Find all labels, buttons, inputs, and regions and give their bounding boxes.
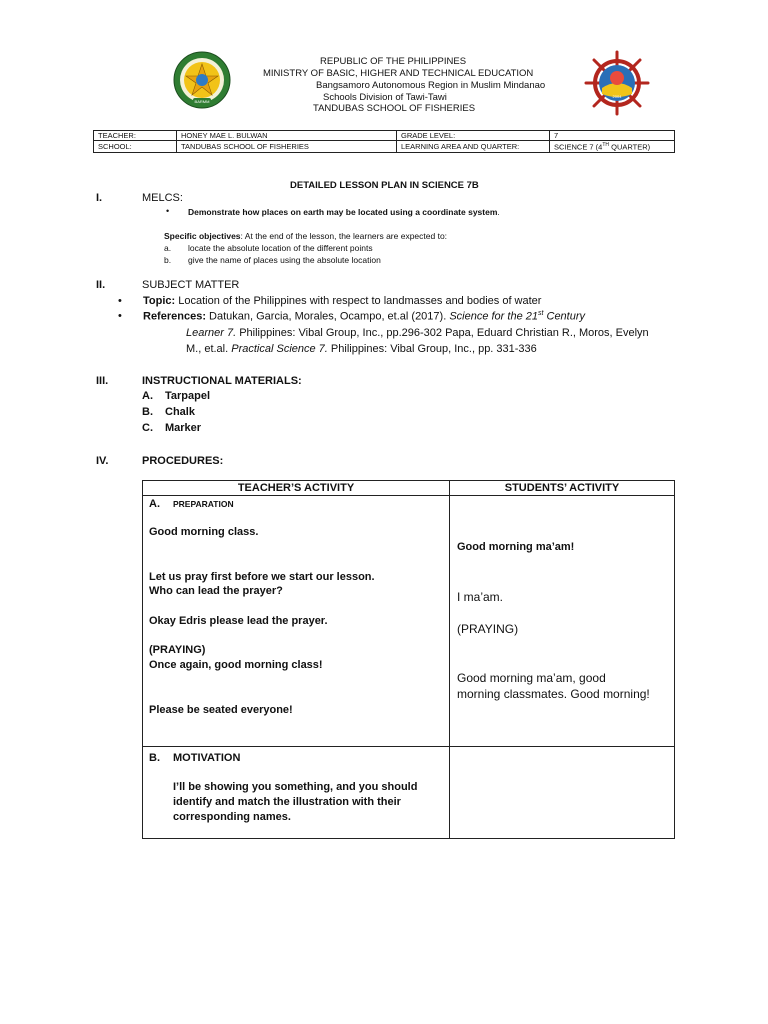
material-c-mark: C. bbox=[142, 422, 153, 434]
barmm-logo-text: BARMM bbox=[194, 99, 210, 104]
objective-b-mark: b. bbox=[164, 255, 172, 265]
teacher-value: HONEY MAE L. BULWAN bbox=[177, 131, 397, 141]
references-line-2: Learner 7. Philippines: Vibal Group, Inc., pp.296-302 Papa, Eduard Christian R., Moros, Evelyn bbox=[186, 327, 649, 339]
objective-a: locate the absolute location of the different points bbox=[188, 243, 373, 253]
objective-a-mark: a. bbox=[164, 243, 172, 253]
motivation-mark: B. bbox=[149, 752, 160, 764]
teacher-line-6: Once again, good morning class! bbox=[149, 659, 323, 671]
student-line-2: I ma’am. bbox=[457, 590, 504, 604]
grade-value: 7 bbox=[550, 131, 675, 141]
teacher-line-2: Let us pray first before we start our lesson. bbox=[149, 571, 375, 583]
topic-line: Topic: Location of the Philippines with respect to landmasses and bodies of water bbox=[143, 295, 542, 307]
references-line-3: M., et.al. Practical Science 7. Philippines: Vibal Group, Inc., pp. 331-336 bbox=[186, 343, 537, 355]
student-line-5: morning classmates. Good morning! bbox=[457, 687, 650, 701]
header-division: Schools Division of Tawi-Tawi bbox=[323, 92, 447, 103]
references-line-1: References: Datukan, Garcia, Morales, Ocampo, et.al (2017). Science for the 21st Century bbox=[143, 310, 586, 323]
preparation-label: PREPARATION bbox=[173, 499, 234, 509]
references-bullet-dot: • bbox=[118, 310, 122, 322]
header-region: Bangsamoro Autonomous Region in Muslim Mindanao bbox=[316, 80, 546, 91]
school-logo-text: 2004 bbox=[612, 94, 622, 99]
motivation-line-2: identify and match the illustration with their bbox=[173, 796, 401, 808]
header-ministry: MINISTRY OF BASIC, HIGHER AND TECHNICAL EDUCATION bbox=[263, 68, 534, 79]
specific-objectives: Specific objectives: At the end of the lesson, the learners are expected to: bbox=[164, 231, 448, 241]
material-a-mark: A. bbox=[142, 390, 153, 402]
teacher-info-table bbox=[93, 130, 675, 153]
material-b-mark: B. bbox=[142, 406, 153, 418]
preparation-teacher-cell bbox=[143, 496, 450, 747]
students-activity-header: STUDENTS’ ACTIVITY bbox=[450, 481, 675, 496]
teacher-line-3: Who can lead the prayer? bbox=[149, 585, 283, 597]
subject-heading: SUBJECT MATTER bbox=[142, 279, 240, 291]
teacher-line-7: Please be seated everyone! bbox=[149, 704, 293, 716]
procedures-heading: PROCEDURES: bbox=[142, 455, 224, 467]
teacher-line-5: (PRAYING) bbox=[149, 644, 206, 656]
teacher-activity-header: TEACHER’S ACTIVITY bbox=[143, 481, 450, 496]
barmm-seal-logo bbox=[173, 51, 231, 109]
motivation-line-1: I’ll be showing you something, and you should bbox=[173, 781, 418, 793]
header-school: TANDUBAS SCHOOL OF FISHERIES bbox=[313, 103, 476, 114]
material-a: Tarpapel bbox=[165, 390, 211, 402]
materials-heading: INSTRUCTIONAL MATERIALS: bbox=[142, 375, 302, 387]
motivation-label: MOTIVATION bbox=[173, 752, 241, 764]
student-line-3: (PRAYING) bbox=[457, 622, 519, 636]
student-line-4: Good morning ma’am, good bbox=[457, 671, 606, 685]
teacher-label: TEACHER: bbox=[94, 131, 177, 141]
objective-b: give the name of places using the absolute location bbox=[188, 255, 381, 265]
header-republic: REPUBLIC OF THE PHILIPPINES bbox=[320, 56, 467, 67]
preparation-students-cell bbox=[450, 496, 675, 747]
topic-bullet-dot: • bbox=[118, 295, 122, 307]
materials-number: III. bbox=[96, 375, 109, 387]
school-label: SCHOOL: bbox=[94, 141, 177, 153]
school-value: TANDUBAS SCHOOL OF FISHERIES bbox=[177, 141, 397, 153]
student-line-1: Good morning ma’am! bbox=[457, 541, 575, 553]
preparation-mark: A. bbox=[149, 498, 160, 510]
melcs-competency: Demonstrate how places on earth may be located using a coordinate system. bbox=[188, 207, 500, 217]
material-c: Marker bbox=[165, 422, 202, 434]
melcs-heading: MELCS: bbox=[142, 192, 183, 204]
teacher-line-1: Good morning class. bbox=[149, 526, 259, 538]
lesson-plan-title: DETAILED LESSON PLAN IN SCIENCE 7B bbox=[290, 180, 479, 191]
school-helm-logo bbox=[582, 50, 652, 116]
material-b: Chalk bbox=[165, 406, 195, 418]
melcs-bullet-dot: • bbox=[166, 206, 170, 216]
grade-label: GRADE LEVEL: bbox=[397, 131, 550, 141]
procedures-table bbox=[142, 480, 675, 839]
motivation-teacher-cell bbox=[143, 747, 450, 839]
area-value: SCIENCE 7 (4TH QUARTER) bbox=[550, 141, 675, 153]
motivation-students-cell bbox=[450, 747, 675, 839]
procedures-number: IV. bbox=[96, 455, 109, 467]
melcs-number: I. bbox=[96, 192, 103, 204]
teacher-line-4: Okay Edris please lead the prayer. bbox=[149, 615, 328, 627]
area-label: LEARNING AREA AND QUARTER: bbox=[397, 141, 550, 153]
motivation-line-3: corresponding names. bbox=[173, 811, 291, 823]
subject-number: II. bbox=[96, 279, 106, 291]
